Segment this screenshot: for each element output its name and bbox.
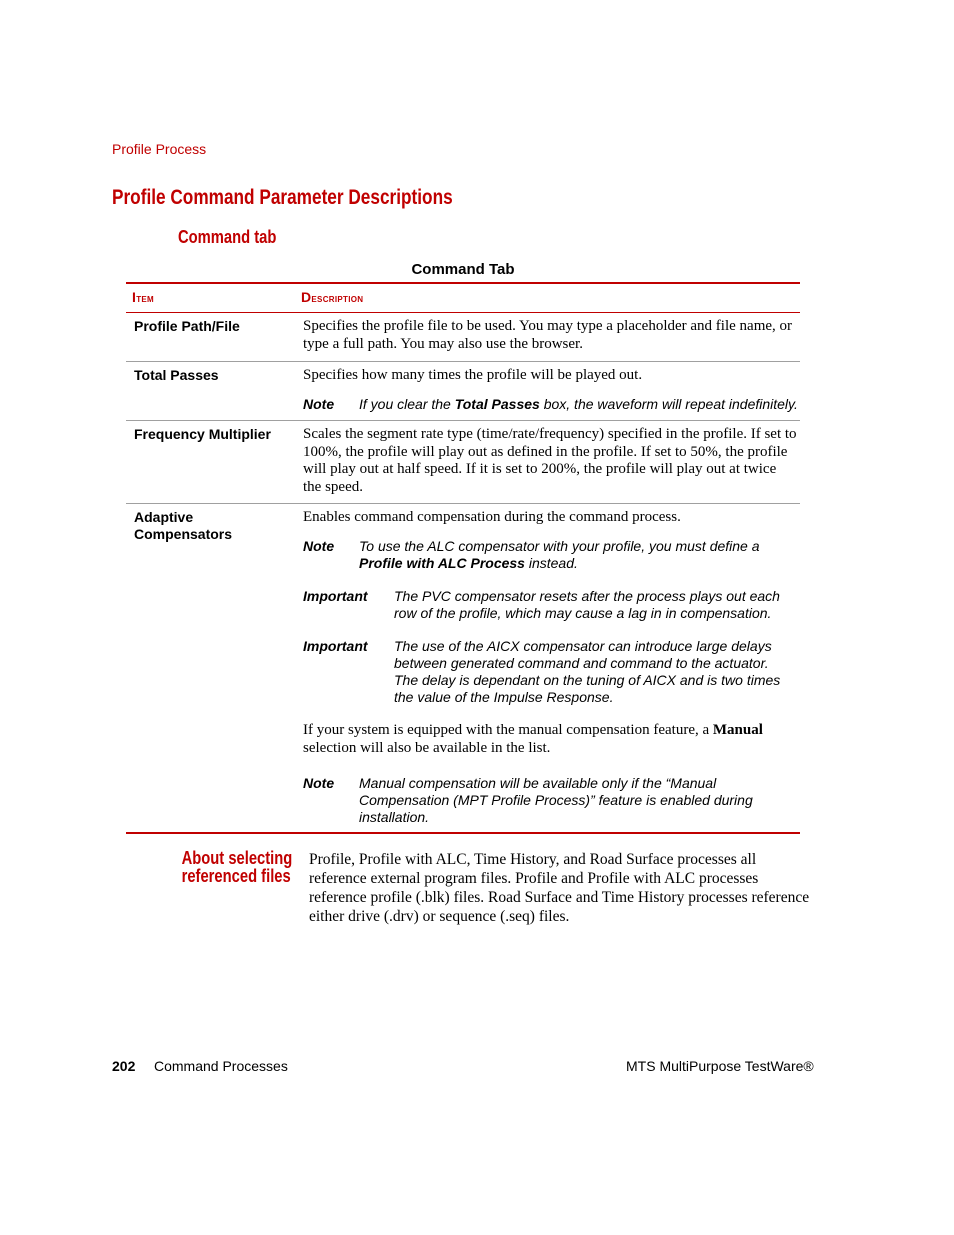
- row-divider: [126, 420, 800, 421]
- note-label: Note: [303, 538, 335, 554]
- note-label: Note: [303, 775, 335, 791]
- important-label: Important: [303, 638, 368, 654]
- page-number: 202: [112, 1058, 136, 1074]
- section-title: Command tab: [178, 227, 277, 247]
- breadcrumb: Profile Process: [112, 141, 207, 157]
- desc-frequency-multiplier: Scales the segment rate type (time/rate/frequency) specified in the profile. If set to 100%, the profile will play out as defined in the profile. If set to 50%, the profile will play out at half speed. If it is set to 200%, the profile will play out at twice the speed.: [303, 426, 797, 495]
- column-header-item: Item: [132, 289, 154, 305]
- note-text: Manual compensation will be available only if the “Manual Compensation (MPT Profile Process)” feature is enabled during installation.: [359, 775, 753, 825]
- desc-manual-selection: If your system is equipped with the manual compensation feature, a Manual selection will also be available in the list.: [303, 722, 763, 756]
- item-total-passes: Total Passes: [134, 367, 219, 383]
- important-text: The use of the AICX compensator can introduce large delays between generated command and command to the actuator. The delay is dependant on the tuning of AICX and is two times the value of the Impulse Response.: [394, 638, 781, 705]
- desc-adaptive-compensators: Enables command compensation during the command process.: [303, 509, 681, 525]
- table-caption: Command Tab: [411, 261, 515, 278]
- column-header-description: Description: [301, 289, 364, 305]
- item-profile-path-file: Profile Path/File: [134, 318, 240, 334]
- footer-product: MTS MultiPurpose TestWare®: [626, 1058, 814, 1074]
- note-text: To use the ALC compensator with your profile, you must define a Profile with ALC Process instead.: [359, 538, 760, 571]
- page-title: Profile Command Parameter Descriptions: [112, 186, 453, 209]
- about-heading: About selecting referenced files: [181, 848, 293, 886]
- table-top-rule: [126, 282, 800, 284]
- about-body: Profile, Profile with ALC, Time History, and Road Surface processes all reference external program files. Profile and Profile with ALC processes reference profile (.blk) files. Road Surface and Time History processes reference either drive (.drv) or sequence (.seq) files.: [309, 851, 810, 925]
- row-divider: [126, 503, 800, 504]
- important-text: The PVC compensator resets after the process plays out each row of the profile, which may cause a lag in in compensation.: [394, 588, 780, 621]
- note-label: Note: [303, 396, 335, 412]
- table-bottom-rule: [126, 832, 800, 834]
- desc-profile-path-file: Specifies the profile file to be used. You may type a placeholder and file name, or type a full path. You may also use the browser.: [303, 318, 793, 352]
- header-rule: [126, 312, 800, 313]
- row-divider: [126, 361, 800, 362]
- important-label: Important: [303, 588, 368, 604]
- note-text: If you clear the Total Passes box, the waveform will repeat indefinitely.: [359, 396, 798, 412]
- item-adaptive-compensators: Adaptive Compensators: [134, 509, 233, 542]
- desc-total-passes: Specifies how many times the profile will be played out.: [303, 367, 643, 383]
- item-frequency-multiplier: Frequency Multiplier: [134, 426, 271, 442]
- footer-section: Command Processes: [154, 1058, 288, 1074]
